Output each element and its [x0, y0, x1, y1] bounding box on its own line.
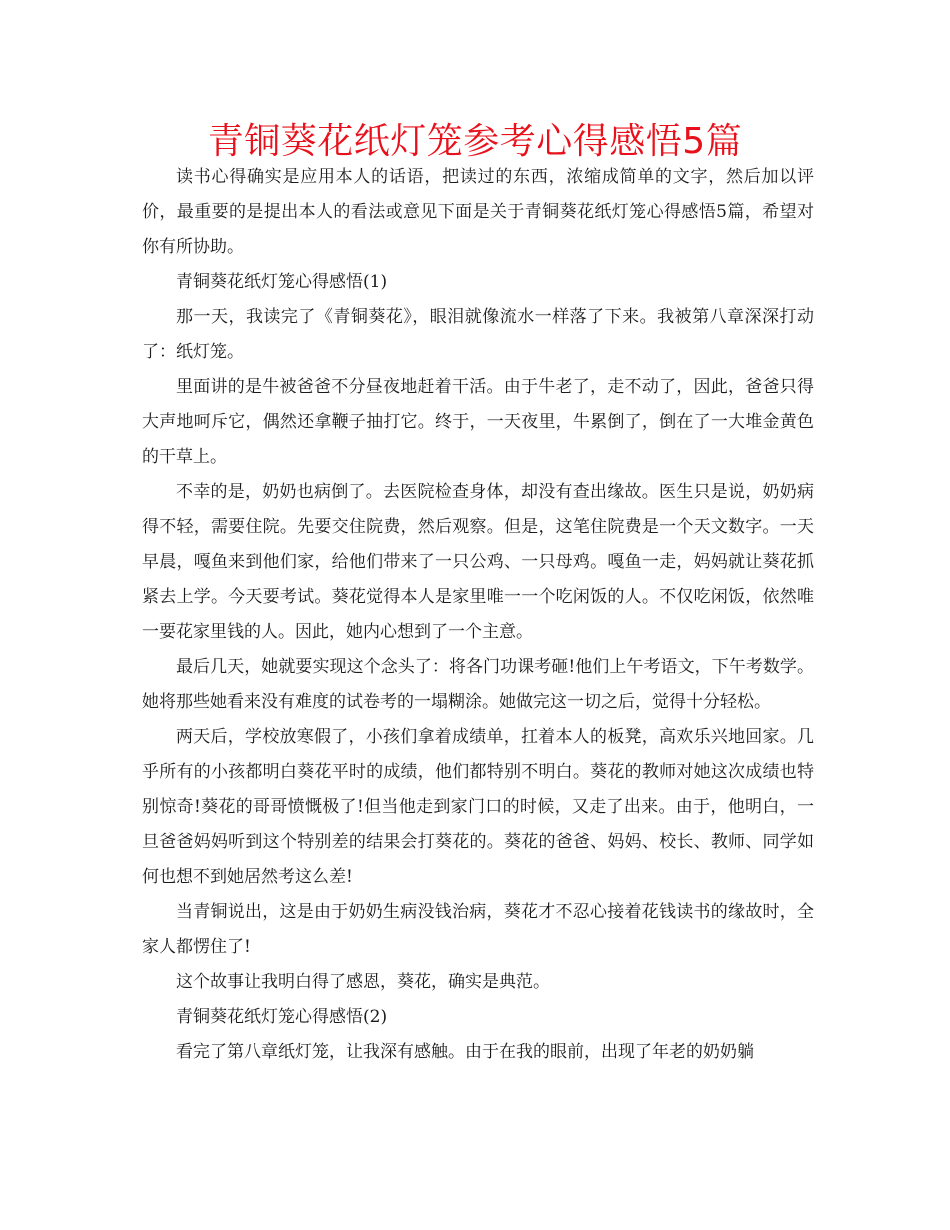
document-body — [142, 160, 814, 1070]
intro-paragraph: 读书心得确实是应用本人的话语，把读过的东西，浓缩成简单的文字，然后加以评价，最重要的是提出本人的看法或意见下面是关于青铜葵花纸灯笼心得感悟5篇，希望对你有所协助。 — [142, 167, 814, 257]
paragraph: 最后几天，她就要实现这个念头了：将各门功课考砸!他们上午考语文，下午考数学。她将那些她看来没有难度的试卷考的一塌糊涂。她做完这一切之后，觉得十分轻松。 — [142, 657, 814, 712]
paragraph: 两天后，学校放寒假了，小孩们拿着成绩单，扛着本人的板凳，高欢乐兴地回家。几乎所有的小孩都明白葵花平时的成绩，他们都特别不明白。葵花的教师对她这次成绩也特别惊奇!葵花的哥哥愤慨极了!但当他走到家门口的时候，又走了出来。由于，他明白，一旦爸爸妈妈听到这个特别差的结果会打葵花的。葵花的爸爸、妈妈、校长、教师、同学如何也想不到她居然考这么差! — [142, 727, 814, 887]
paragraph: 里面讲的是牛被爸爸不分昼夜地赶着干活。由于牛老了，走不动了，因此，爸爸只得大声地呵斥它，偶然还拿鞭子抽打它。终于，一天夜里，牛累倒了，倒在了一大堆金黄色的干草上。 — [142, 377, 814, 467]
paragraph: 这个故事让我明白得了感恩，葵花，确实是典范。 — [176, 972, 550, 992]
section-heading-2: 青铜葵花纸灯笼心得感悟(2) — [176, 1007, 388, 1027]
paragraph: 不幸的是，奶奶也病倒了。去医院检查身体，却没有查出缘故。医生只是说，奶奶病得不轻，需要住院。先要交住院费，然后观察。但是，这笔住院费是一个天文数字。一天早晨，嘎鱼来到他们家，给他们带来了一只公鸡、一只母鸡。嘎鱼一走，妈妈就让葵花抓紧去上学。今天要考试。葵花觉得本人是家里唯一一个吃闲饭的人。不仅吃闲饭，依然唯一要花家里钱的人。因此，她内心想到了一个主意。 — [142, 482, 814, 642]
section-heading-1: 青铜葵花纸灯笼心得感悟(1) — [176, 272, 388, 292]
paragraph: 当青铜说出，这是由于奶奶生病没钱治病，葵花才不忍心接着花钱读书的缘故时，全家人都愣住了! — [142, 902, 814, 957]
paragraph: 看完了第八章纸灯笼，让我深有感触。由于在我的眼前，出现了年老的奶奶躺 — [176, 1042, 754, 1062]
document-title: 青铜葵花纸灯笼参考心得感悟5篇 — [207, 121, 743, 162]
paragraph: 那一天，我读完了《青铜葵花》，眼泪就像流水一样落了下来。我被第八章深深打动了：纸灯笼。 — [142, 307, 814, 362]
